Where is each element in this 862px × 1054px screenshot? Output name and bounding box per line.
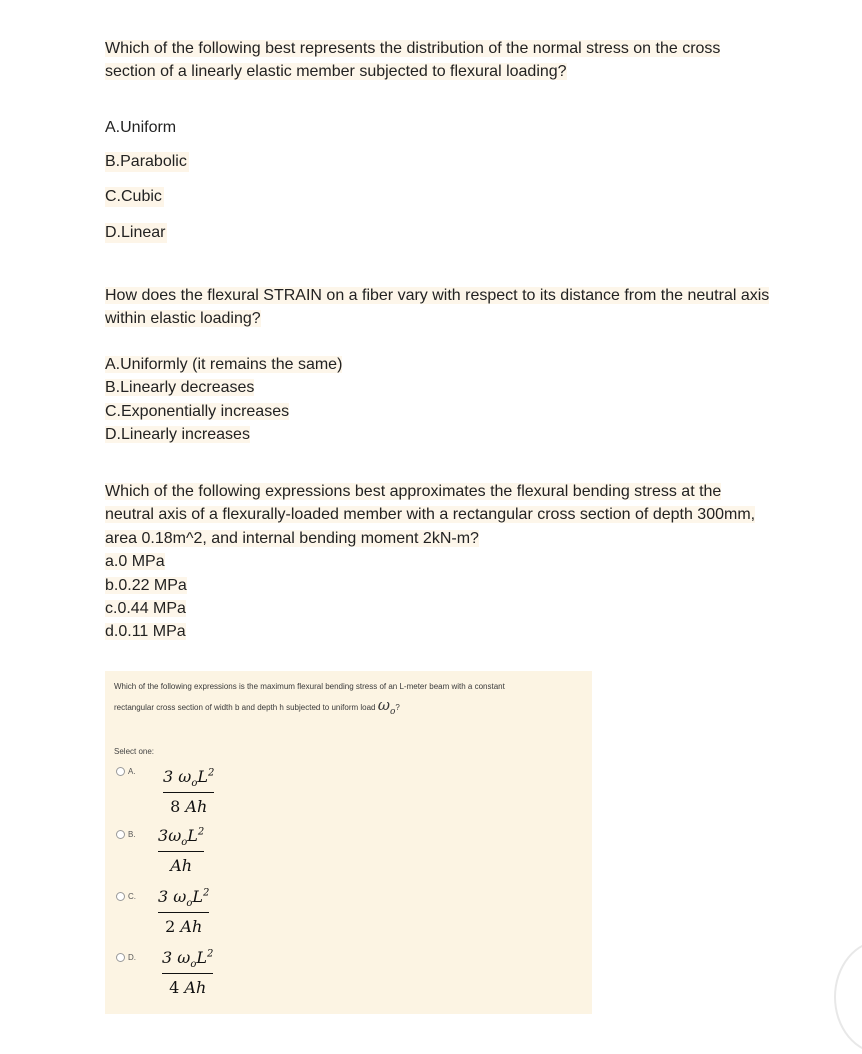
question-2-options (105, 353, 342, 447)
select-one-label: Select one: (114, 747, 155, 756)
question-1-option-c[interactable]: C.Cubic (105, 188, 162, 205)
option-c-formula: 3 $\omega_oL^2$ 2 Ah (158, 887, 210, 937)
question-3-option-b[interactable]: b.0.22 MPa (105, 576, 187, 594)
radio-button-c[interactable] (116, 892, 125, 901)
radio-button-b[interactable] (116, 830, 125, 839)
floating-action-circle[interactable] (834, 940, 862, 1054)
question-2-option-b[interactable]: B.Linearly decreases (105, 379, 255, 397)
question-1-option-b[interactable]: B.Parabolic (105, 153, 187, 170)
question-3 (105, 480, 765, 644)
question-4-option-c[interactable] (116, 888, 136, 906)
question-2-option-c[interactable]: C.Exponentially increases (105, 402, 290, 420)
option-c-label: C. (128, 892, 136, 902)
option-b-label: B. (128, 830, 136, 840)
question-3-text: Which of the following expressions best approximates the flexural bending stress at the neutral axis of a flexurally-loaded member with a rectangular cross section of depth 300mm, area 0.18m^2, and internal bending moment 2kN-m? (105, 483, 756, 547)
option-a-formula: 3 $\omega_oL^2$ 8 Ah (163, 767, 215, 817)
question-3-option-a[interactable]: a.0 MPa (105, 553, 165, 571)
question-4-line-1: Which of the following expressions is the maximum flexural bending stress of an L-meter beam with a constant (114, 682, 505, 691)
radio-button-a[interactable] (116, 767, 125, 776)
question-2-option-a[interactable]: A.Uniformly (it remains the same) (105, 356, 343, 373)
question-4-text (114, 677, 592, 722)
option-d-label: D. (128, 953, 136, 963)
question-4-line-2: rectangular cross section of width b and depth h subjected to uniform load $\omega_o$? (114, 696, 400, 717)
radio-button-d[interactable] (116, 953, 125, 962)
question-2-text: How does the flexural STRAIN on a fiber vary with respect to its distance from the neutral axis within elastic loading? (105, 287, 770, 327)
question-3-option-c[interactable]: c.0.44 MPa (105, 600, 186, 618)
option-d-formula: 3 $\omega_oL^2$ 4 Ah (162, 948, 214, 998)
load-symbol: $\omega_o$ (377, 696, 396, 717)
option-a-label: A. (128, 767, 136, 777)
question-1-option-a[interactable]: A.Uniform (105, 119, 177, 136)
option-b-formula: $3\omega_oL^2$ Ah (158, 826, 205, 876)
question-1-text: Which of the following best represents the distribution of the normal stress on the cross section of a linearly elastic member subjected to flexural loading? (105, 40, 721, 80)
question-2-option-d[interactable]: D.Linearly increases (105, 426, 250, 444)
question-4-option-b[interactable] (116, 826, 136, 844)
question-1-option-d[interactable]: D.Linear (105, 224, 166, 241)
question-4-option-a[interactable] (116, 763, 136, 781)
question-3-option-d[interactable]: d.0.11 MPa (105, 623, 186, 641)
question-4-card (105, 671, 592, 1014)
question-4-option-d[interactable] (116, 949, 136, 967)
